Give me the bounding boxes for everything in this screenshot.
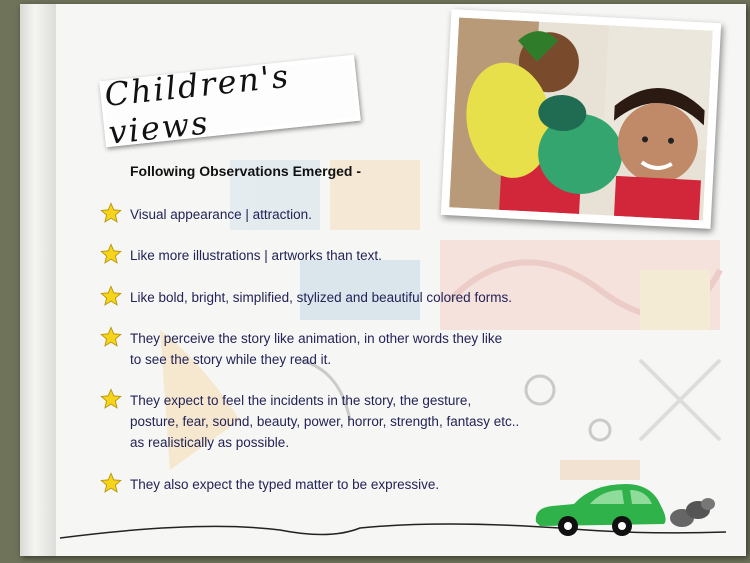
observation-item (100, 245, 550, 266)
star-icon (100, 243, 122, 265)
car-icon (530, 478, 720, 540)
observation-line: to see the story while they read it. (130, 352, 332, 367)
observation-line: They expect to feel the incidents in the story, the gesture, (130, 393, 472, 408)
observation-item (100, 390, 550, 453)
star-icon (100, 285, 122, 307)
observation-line: Like more illustrations | artworks than text. (130, 248, 382, 263)
star-icon (100, 472, 122, 494)
observation-text (130, 474, 550, 495)
observation-item (100, 328, 550, 370)
smoke-icon (670, 498, 715, 527)
photo-children-masks (449, 17, 713, 220)
page-title: Children's views (102, 56, 292, 152)
observation-line: They perceive the story like animation, in other words they like (130, 331, 503, 346)
observation-text (130, 390, 550, 453)
photo-frame (441, 9, 721, 229)
observation-text (130, 328, 550, 370)
observation-line: They also expect the typed matter to be expressive. (130, 477, 440, 492)
observation-text (130, 287, 550, 308)
observation-item (100, 287, 550, 308)
observation-item (100, 204, 550, 225)
observation-line: as realistically as possible. (130, 435, 290, 450)
observations-heading: Following Observations Emerged - (130, 163, 362, 179)
star-icon (100, 388, 122, 410)
observation-line: Like bold, bright, simplified, stylized and beautiful colored forms. (130, 290, 512, 305)
observation-line: posture, fear, sound, beauty, power, horror, strength, fantasy etc.. (130, 414, 520, 429)
observation-text (130, 204, 550, 225)
observation-text (130, 245, 550, 266)
observation-line: Visual appearance | attraction. (130, 207, 312, 222)
star-icon (100, 202, 122, 224)
star-icon (100, 326, 122, 348)
observation-item (100, 474, 550, 495)
